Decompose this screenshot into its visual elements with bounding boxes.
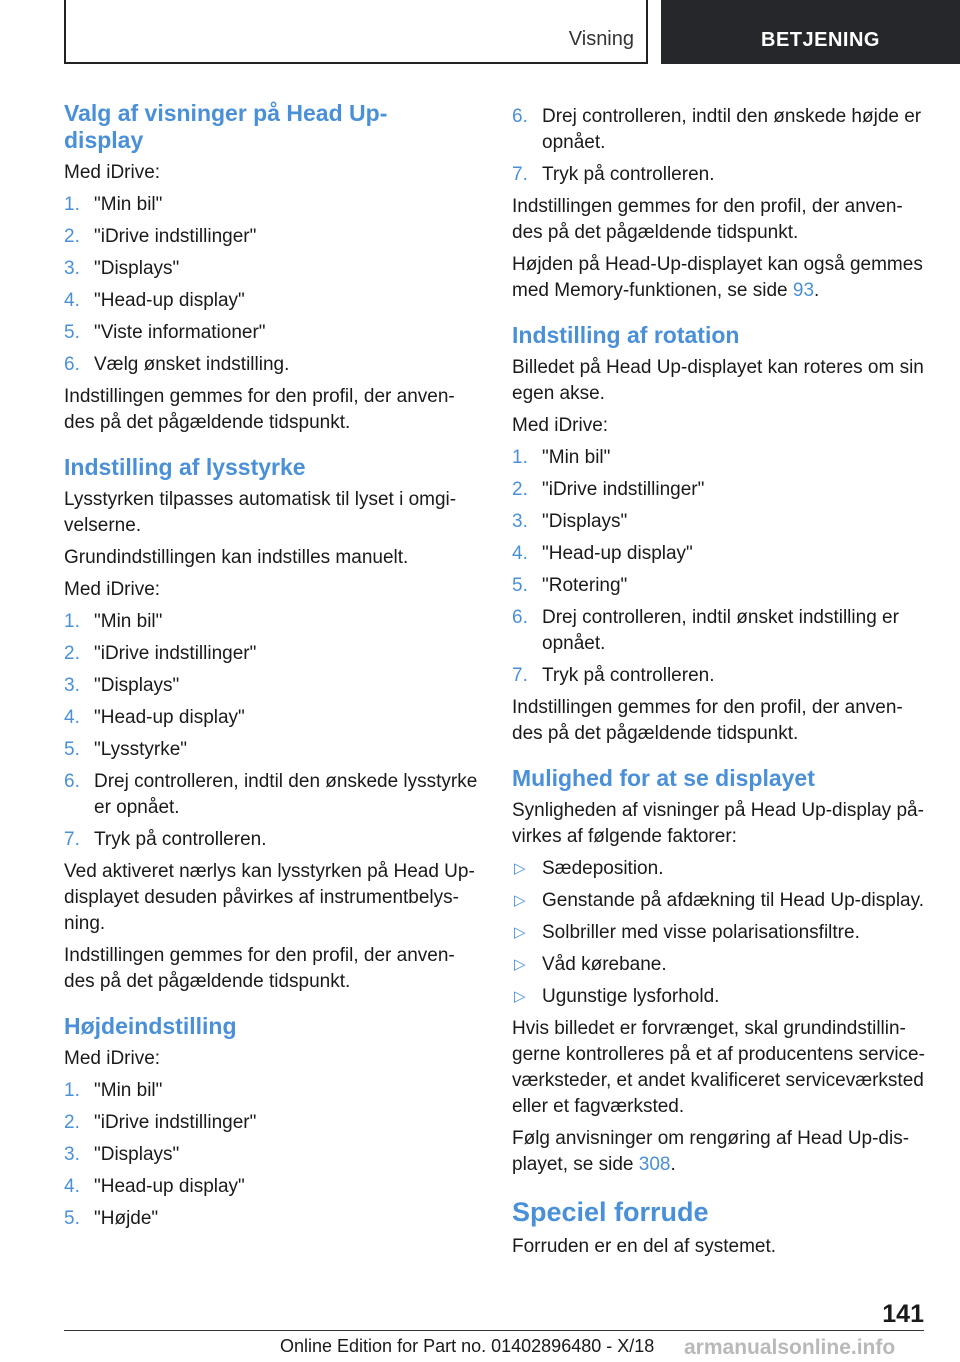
section-heading-major: Speciel forrude bbox=[512, 1197, 709, 1227]
triangle-bullet-icon: ▷ bbox=[514, 892, 526, 909]
paragraph: Følg anvisninger om rengøring af Head Up-dis-playet, se side 308. bbox=[512, 1128, 910, 1175]
list-item: 1. "Min bil" bbox=[64, 611, 163, 632]
section-hud-views bbox=[64, 100, 478, 436]
list-item: 6. Vælg ønsket indstilling. bbox=[64, 354, 290, 375]
triangle-bullet-icon: ▷ bbox=[514, 988, 526, 1005]
paragraph: Indstillingen gemmes for den profil, der anven-des på det pågældende tidspunkt. bbox=[64, 945, 455, 992]
list-item: 3. "Displays" bbox=[64, 675, 180, 696]
list-item: 3. "Displays" bbox=[64, 1144, 180, 1165]
paragraph: Grundindstillingen kan indstilles manuelt. bbox=[64, 547, 409, 568]
paragraph: Med iDrive: bbox=[64, 1048, 161, 1069]
section-heading: Valg af visninger på Head Up-display bbox=[64, 100, 388, 153]
section-height bbox=[64, 1013, 478, 1232]
paragraph: Ved aktiveret nærlys kan lysstyrken på Head Up-displayet desuden påvirkes af instrumentbelys-ning. bbox=[64, 861, 475, 934]
page-link[interactable]: 93 bbox=[792, 280, 815, 301]
list-item: 5. "Viste informationer" bbox=[64, 322, 266, 343]
triangle-bullet-icon: ▷ bbox=[514, 924, 526, 941]
list-item: 6. Drej controlleren, indtil den ønskede højde er opnået. bbox=[512, 106, 922, 153]
paragraph: Med iDrive: bbox=[512, 415, 609, 436]
section-special-windshield bbox=[512, 1196, 926, 1260]
section-heading: Mulighed for at se displayet bbox=[512, 765, 815, 791]
paragraph: Højden på Head-Up-displayet kan også gemmes med Memory-funktionen, se side 93. bbox=[512, 254, 923, 301]
list-item: ▷ Sædeposition. bbox=[512, 856, 926, 882]
paragraph: Med iDrive: bbox=[64, 162, 161, 183]
list-item: 1. "Min bil" bbox=[64, 194, 163, 215]
paragraph: Billedet på Head Up-displayet kan roteres om sin egen akse. bbox=[512, 357, 924, 404]
list-item: 3. "Displays" bbox=[64, 258, 180, 279]
bullet-list bbox=[512, 856, 926, 1010]
numbered-list bbox=[64, 1078, 478, 1232]
list-item: ▷ Genstande på afdækning til Head Up-display. bbox=[512, 888, 926, 914]
paragraph: Indstillingen gemmes for den profil, der anven-des på det pågældende tidspunkt. bbox=[512, 697, 903, 744]
section-brightness bbox=[64, 454, 478, 995]
list-item: 5. "Rotering" bbox=[512, 575, 628, 596]
list-item: ▷ Solbriller med visse polarisationsfiltre. bbox=[512, 920, 926, 946]
paragraph: Indstillingen gemmes for den profil, der anven-des på det pågældende tidspunkt. bbox=[64, 386, 455, 433]
section-visibility bbox=[512, 765, 926, 1178]
numbered-list bbox=[512, 445, 926, 689]
section-heading: Indstilling af lysstyrke bbox=[64, 454, 306, 480]
list-item: 2. "iDrive indstillinger" bbox=[64, 226, 257, 247]
numbered-list bbox=[64, 609, 478, 853]
section-heading: Højdeindstilling bbox=[64, 1013, 237, 1039]
list-item: 6. Drej controlleren, indtil den ønskede lysstyrke er opnået. bbox=[64, 771, 478, 818]
section-title: Visning bbox=[568, 28, 634, 50]
list-item: 6. Drej controlleren, indtil ønsket indstilling er opnået. bbox=[512, 607, 899, 654]
section-height-continued bbox=[512, 104, 926, 304]
list-item: ▷ Våd kørebane. bbox=[512, 952, 926, 978]
section-rotation bbox=[512, 322, 926, 747]
paragraph: Lysstyrken tilpasses automatisk til lyset i omgi-velserne. bbox=[64, 489, 457, 536]
list-item: 2. "iDrive indstillinger" bbox=[64, 1112, 257, 1133]
page-link[interactable]: 308 bbox=[638, 1154, 671, 1175]
list-item: 3. "Displays" bbox=[512, 511, 628, 532]
list-item: 1. "Min bil" bbox=[512, 447, 611, 468]
list-item: 7. Tryk på controlleren. bbox=[512, 164, 715, 185]
list-item: 2. "iDrive indstillinger" bbox=[64, 643, 257, 664]
list-item: ▷ Ugunstige lysforhold. bbox=[512, 984, 926, 1010]
triangle-bullet-icon: ▷ bbox=[514, 860, 526, 877]
header-chapter-tab bbox=[661, 0, 960, 64]
chapter-title: BETJENING bbox=[761, 29, 880, 51]
list-item: 4. "Head-up display" bbox=[64, 290, 245, 311]
paragraph: Forruden er en del af systemet. bbox=[512, 1236, 777, 1257]
section-heading: Indstilling af rotation bbox=[512, 322, 740, 348]
list-item: 4. "Head-up display" bbox=[512, 543, 693, 564]
left-column bbox=[64, 100, 478, 1238]
list-item: 7. Tryk på controlleren. bbox=[64, 829, 267, 850]
list-item: 4. "Head-up display" bbox=[64, 707, 245, 728]
right-column bbox=[512, 100, 926, 1260]
watermark: armanualsonline.info bbox=[684, 1336, 896, 1359]
list-item: 7. Tryk på controlleren. bbox=[512, 665, 715, 686]
paragraph: Indstillingen gemmes for den profil, der anven-des på det pågældende tidspunkt. bbox=[512, 196, 903, 243]
list-item: 4. "Head-up display" bbox=[64, 1176, 245, 1197]
numbered-list bbox=[512, 104, 926, 188]
footer-divider bbox=[64, 1330, 924, 1331]
list-item: 5. "Højde" bbox=[64, 1208, 159, 1229]
footer-edition: Online Edition for Part no. 01402896480 - X/18 bbox=[280, 1336, 655, 1356]
triangle-bullet-icon: ▷ bbox=[514, 956, 526, 973]
page-number: 141 bbox=[882, 1300, 924, 1328]
numbered-list bbox=[64, 192, 478, 378]
paragraph: Synligheden af visninger på Head Up-display på-virkes af følgende faktorer: bbox=[512, 800, 924, 847]
paragraph: Hvis billedet er forvrænget, skal grundindstillin-gerne kontrolleres på et af producentens service-værksteder, et andet kvalificeret serviceværksted eller et fagværksted. bbox=[512, 1018, 925, 1117]
paragraph: Med iDrive: bbox=[64, 579, 161, 600]
list-item: 2. "iDrive indstillinger" bbox=[512, 479, 705, 500]
list-item: 5. "Lysstyrke" bbox=[64, 739, 188, 760]
list-item: 1. "Min bil" bbox=[64, 1080, 163, 1101]
header-section-box bbox=[64, 0, 648, 64]
